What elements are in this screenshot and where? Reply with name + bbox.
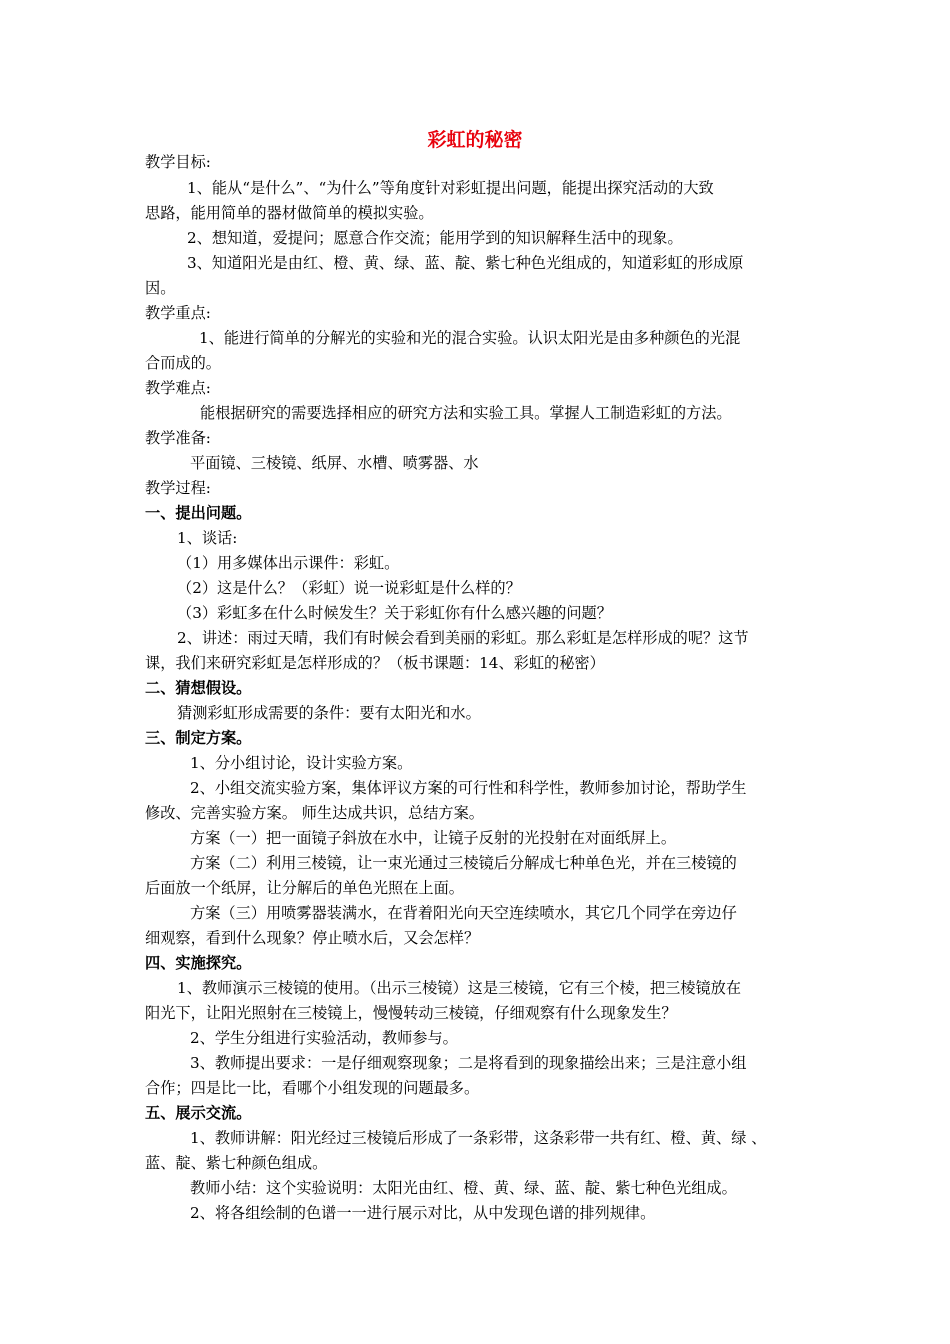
text-line: 阳光下，让阳光照射在三棱镜上，慢慢转动三棱镜，仔细观察有什么现象发生？	[145, 1004, 677, 1022]
section-heading: 一、提出问题。	[145, 504, 252, 522]
text-line: 3、知道阳光是由红、橙、黄、绿、蓝、靛、紫七种色光组成的，知道彩虹的形成原	[187, 254, 744, 272]
text-line: 方案（三）用喷雾器装满水，在背着阳光向天空连续喷水，其它几个同学在旁边仔	[190, 904, 737, 922]
text-line: 后面放一个纸屏，让分解后的单色光照在上面。	[145, 879, 464, 897]
text-line: （2）这是什么？（彩虹）说一说彩虹是什么样的？	[177, 579, 521, 597]
text-line: 2、学生分组进行实验活动，教师参与。	[190, 1029, 458, 1047]
text-line: 方案（一）把一面镜子斜放在水中，让镜子反射的光投射在对面纸屏上。	[190, 829, 676, 847]
text-line: 教学难点:	[145, 379, 211, 397]
text-line: 思路，能用简单的器材做简单的模拟实验。	[145, 204, 434, 222]
section-heading: 三、制定方案。	[145, 729, 252, 747]
text-line: 合作；四是比一比，看哪个小组发现的问题最多。	[145, 1079, 480, 1097]
text-line: 1、能进行简单的分解光的实验和光的混合实验。认识太阳光是由多种颜色的光混	[199, 329, 741, 347]
text-line: 1、教师演示三棱镜的使用。（出示三棱镜）这是三棱镜，它有三个棱，把三棱镜放在	[177, 979, 742, 997]
text-line: 课，我们来研究彩虹是怎样形成的？（板书课题：14、彩虹的秘密）	[145, 654, 605, 672]
section-heading: 五、展示交流。	[145, 1104, 252, 1122]
text-line: 合而成的。	[145, 354, 221, 372]
text-line: 修改、完善实验方案。 师生达成共识，总结方案。	[145, 804, 484, 822]
text-line: 教学过程:	[145, 479, 211, 497]
text-line: 2、将各组绘制的色谱一一进行展示对比，从中发现色谱的排列规律。	[190, 1204, 656, 1222]
text-line: 能根据研究的需要选择相应的研究方法和实验工具。掌握人工制造彩虹的方法。	[200, 404, 732, 422]
text-line: （3）彩虹多在什么时候发生？关于彩虹你有什么感兴趣的问题？	[177, 604, 612, 622]
text-line: 教师小结：这个实验说明：太阳光由红、橙、黄、绿、蓝、靛、紫七种色光组成。	[190, 1179, 737, 1197]
text-line: 猜测彩虹形成需要的条件：要有太阳光和水。	[177, 704, 481, 722]
text-line: 1、能从“是什么”、“为什么”等角度针对彩虹提出问题，能提出探究活动的大致	[187, 179, 714, 197]
text-line: 教学重点:	[145, 304, 211, 322]
text-line: 平面镜、三棱镜、纸屏、水槽、喷雾器、水	[190, 454, 479, 472]
text-line: 1、谈话:	[177, 529, 238, 547]
text-line: 方案（二）利用三棱镜，让一束光通过三棱镜后分解成七种单色光，并在三棱镜的	[190, 854, 737, 872]
text-line: 教学目标:	[145, 153, 211, 171]
text-line: 2、想知道，爱提问；愿意合作交流；能用学到的知识解释生活中的现象。	[187, 229, 683, 247]
text-line: 细观察，看到什么现象？停止喷水后，又会怎样？	[145, 929, 480, 947]
text-line: 1、分小组讨论，设计实验方案。	[190, 754, 413, 772]
text-line: 蓝、靛、紫七种颜色组成。	[145, 1154, 328, 1172]
text-line: 2、小组交流实验方案，集体评议方案的可行性和科学性，教师参加讨论，帮助学生	[190, 779, 747, 797]
section-heading: 四、实施探究。	[145, 954, 252, 972]
text-line: 1、教师讲解：阳光经过三棱镜后形成了一条彩带，这条彩带一共有红、橙、黄、绿 、	[190, 1129, 767, 1147]
document-title: 彩虹的秘密	[427, 129, 523, 151]
text-line: 教学准备:	[145, 429, 211, 447]
text-line: 3、教师提出要求：一是仔细观察现象；二是将看到的现象描绘出来；三是注意小组	[190, 1054, 747, 1072]
text-line: 因。	[145, 279, 176, 297]
section-heading: 二、猜想假设。	[145, 679, 252, 697]
text-line: （1）用多媒体出示课件：彩虹。	[177, 554, 400, 572]
text-line: 2、讲述：雨过天晴，我们有时候会看到美丽的彩虹。那么彩虹是怎样形成的呢？这节	[177, 629, 749, 647]
